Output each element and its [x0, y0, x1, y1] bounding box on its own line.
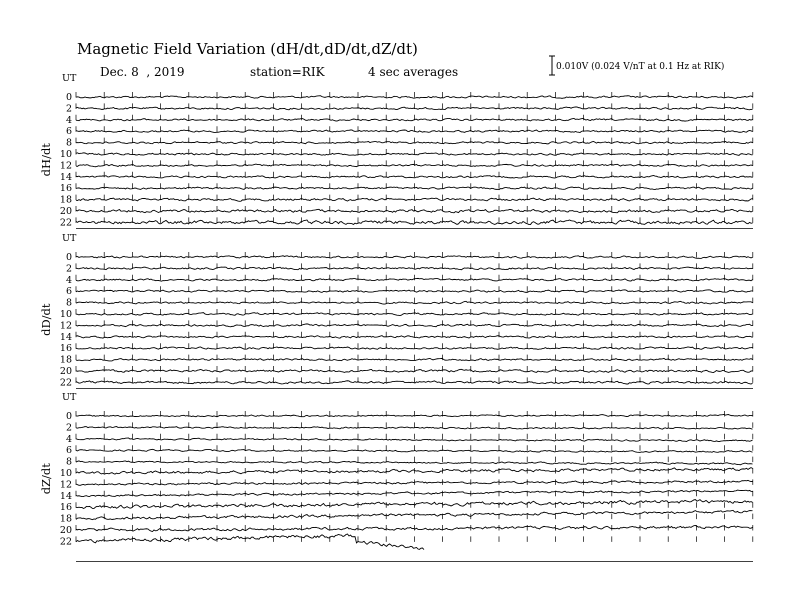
- hour-label: 14: [59, 490, 72, 502]
- hour-label: 12: [59, 479, 72, 491]
- hour-label: 8: [65, 456, 72, 468]
- hour-label: 8: [65, 137, 72, 149]
- row-ticks: [76, 525, 753, 531]
- hour-label: 16: [59, 343, 72, 355]
- hour-label: 4: [65, 114, 72, 126]
- trace-22ut: [76, 534, 424, 549]
- hour-label: 10: [59, 149, 72, 160]
- hour-label: 18: [59, 513, 72, 525]
- hour-label: 22: [59, 377, 72, 389]
- scale-bar: [549, 56, 724, 75]
- hour-label: 2: [65, 103, 72, 115]
- station-label: station=RIK: [250, 65, 325, 79]
- hour-label: 18: [59, 354, 72, 366]
- chart-title: Magnetic Field Variation (dH/dt,dD/dt,dZ/dt): [77, 40, 418, 58]
- row-ticks: [76, 309, 753, 315]
- component-label: dD/dt: [39, 303, 53, 336]
- hour-label: 6: [65, 126, 72, 138]
- hour-label: 6: [65, 445, 72, 457]
- row-ticks: [76, 457, 753, 463]
- hour-label: 16: [59, 183, 72, 195]
- row-ticks: [76, 434, 753, 440]
- ut-axis-label: UT: [62, 73, 77, 84]
- hour-label: 22: [59, 217, 72, 229]
- hour-label: 20: [59, 525, 72, 536]
- panel-dZ-dt: [39, 392, 753, 561]
- panel-dH-dt: [39, 73, 753, 228]
- hour-label: 20: [59, 366, 72, 377]
- hour-label: 14: [59, 171, 72, 183]
- component-label: dH/dt: [39, 143, 53, 177]
- averaging-label: 4 sec averages: [368, 65, 459, 79]
- hour-label: 10: [59, 309, 72, 320]
- hour-label: 4: [65, 433, 72, 445]
- ut-axis-label: UT: [62, 392, 77, 403]
- hour-label: 10: [59, 468, 72, 479]
- hour-label: 20: [59, 206, 72, 217]
- hour-label: 22: [59, 536, 72, 548]
- hour-label: 12: [59, 160, 72, 172]
- row-ticks: [76, 514, 753, 520]
- row-ticks: [76, 263, 753, 269]
- hour-label: 4: [65, 274, 72, 286]
- hour-label: 0: [65, 252, 72, 263]
- panel-dD-dt: [39, 233, 753, 388]
- panels: [39, 73, 753, 561]
- row-ticks: [76, 536, 753, 542]
- component-label: dZ/dt: [39, 463, 53, 495]
- hour-label: 0: [65, 411, 72, 422]
- hour-label: 16: [59, 502, 72, 514]
- hour-label: 2: [65, 422, 72, 434]
- scale-note: 0.010V (0.024 V/nT at 0.1 Hz at RIK): [556, 62, 725, 72]
- hour-label: 14: [59, 331, 72, 343]
- hour-label: 0: [65, 92, 72, 103]
- hour-label: 6: [65, 286, 72, 298]
- hour-label: 18: [59, 194, 72, 206]
- ut-axis-label: UT: [62, 233, 77, 244]
- hour-label: 2: [65, 263, 72, 275]
- hour-label: 8: [65, 297, 72, 309]
- date-label: Dec. 8 , 2019: [100, 65, 185, 79]
- hour-label: 12: [59, 320, 72, 332]
